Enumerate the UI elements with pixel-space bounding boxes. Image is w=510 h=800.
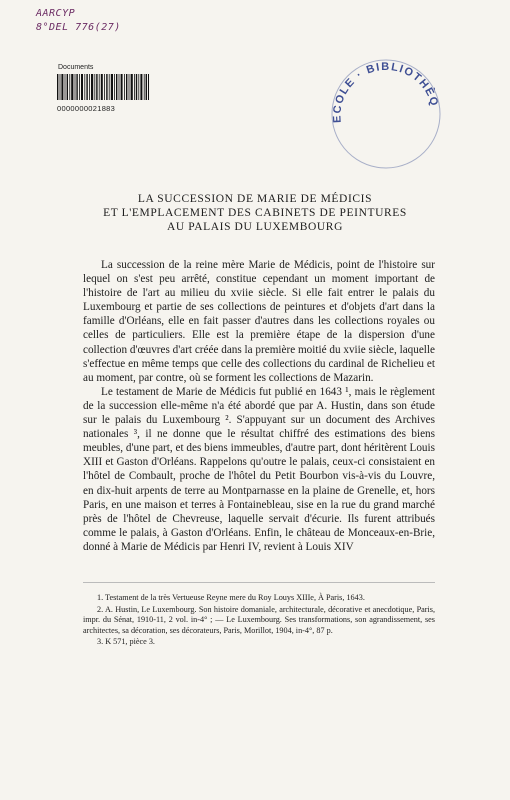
article-title	[0, 192, 510, 234]
handwritten-note-1: AARCYP	[36, 8, 76, 19]
footnote-divider	[83, 582, 435, 583]
article-body	[83, 258, 435, 554]
handwritten-call-number: 8°DEL 776(27)	[36, 22, 121, 33]
svg-text:ECOLE · BIBLIOTHÈQUE · DES CHA: ECOLE · BIBLIOTHÈQUE	[331, 60, 441, 124]
library-stamp	[326, 54, 446, 174]
paragraph: La succession de la reine mère Marie de Médicis, point de l'histoire sur lequel on s'est peu arrêté, constitue cependant un moment important de l'histoire de l'art au milieu du xviie siècle. Si elle fait entrer le palais du Luxembourg et partie de ses collections de peintures et d'objets d'art dans la famille d'Orléans, elle en fait passer d'autres dans les collections royales ou celles de particuliers. Elle est la première étape de la dispersion d'une collection d'œuvres d'art créée dans la première moitié du xviie siècle, laquelle s'effectue en même temps que celle des collections du cardinal de Richelieu et au moment, par contre, où se forment les collections de Mazarin.	[83, 259, 435, 384]
title-line-2: ET L'EMPLACEMENT DES CABINETS DE PEINTURES	[103, 207, 407, 219]
paragraph: Le testament de Marie de Médicis fut publié en 1643 ¹, mais le règlement de la succession elle-même n'a été abordé que par A. Hustin, dans son étude sur le palais du Luxembourg ². S'appuyant sur un document des Archives nationales ³, il ne donne que le résultat chiffré des estimations des biens meubles, d'une part, et des biens immeubles, d'autre part, dont héritèrent Louis XIII et Gaston d'Orléans. Rappelons qu'outre le palais, ceux-ci consistaient en l'hôtel de Combault, proche de l'hôtel du Petit Bourbon vis-à-vis du Louvre, en dix-huit arpents de terre au Montparnasse en la plaine de Grenelle, et, hors Paris, en une maison et terres à Fontainebleau, sise en la rue du grand marché près de l'hôtel de Chevreuse, laquelle servait d'écurie. Ils furent attribués comme le palais, à Gaston d'Orléans. Enfin, le château de Monceaux-en-Brie, donné à Marie de Médicis par Henri IV, revient à Louis XIV	[83, 385, 435, 553]
footnote: 1. Testament de la très Vertueuse Reyne mere du Roy Louys XIIIe, À Paris, 1643.	[97, 593, 365, 602]
barcode-number: 0000000021883	[57, 104, 116, 113]
title-line-1: LA SUCCESSION DE MARIE DE MÉDICIS	[137, 193, 373, 205]
barcode-icon	[57, 74, 149, 100]
title-line-3: AU PALAIS DU LUXEMBOURG	[167, 221, 343, 233]
barcode-label: Documents	[58, 64, 94, 71]
footnotes	[83, 593, 435, 649]
footnote: 2. A. Hustin, Le Luxembourg. Son histoire domaniale, architecturale, décorative et anecdotique, Paris, impr. du Sénat, 1910-11, 2 vol. in-4° ; — Le Luxembourg. Ses transformations, son agrandissement, ses architectes, sa décoration, ses décorateurs, Paris, Morillot, 1904, in-4°, 87 p.	[83, 604, 435, 635]
footnote: 3. K 571, pièce 3.	[97, 637, 155, 647]
